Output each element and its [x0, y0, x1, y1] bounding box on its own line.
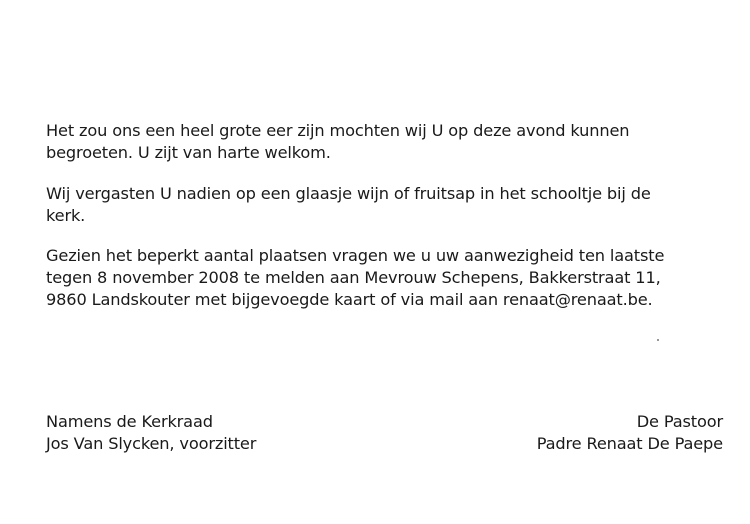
paragraph-line: tegen 8 november 2008 te melden aan Mevrouw Schepens, Bakkerstraat 11,	[46, 268, 661, 287]
signature-name: Padre Renaat De Paepe	[536, 434, 723, 453]
signature-name: Jos Van Slycken, voorzitter	[46, 434, 257, 453]
paragraph-line: begroeten. U zijt van harte welkom.	[46, 143, 331, 162]
paragraph-line: kerk.	[46, 206, 86, 225]
paragraph-line: Het zou ons een heel grote eer zijn mochten wij U op deze avond kunnen	[46, 121, 630, 140]
paragraph-reception	[46, 183, 726, 227]
signature-title: Namens de Kerkraad	[46, 412, 213, 431]
paragraph-line: Gezien het beperkt aantal plaatsen vragen we u uw aanwezigheid ten laatste	[46, 246, 665, 265]
signature-pastor	[537, 411, 723, 455]
paragraph-rsvp	[46, 245, 726, 311]
paragraph-line: Wij vergasten U nadien op een glaasje wijn of fruitsap in het schooltje bij de	[46, 184, 651, 203]
paper-speck	[657, 339, 659, 341]
signature-title: De Pastoor	[636, 412, 723, 431]
paragraph-welcome	[46, 120, 726, 164]
signature-church-council	[46, 411, 256, 455]
paragraph-line: 9860 Landskouter met bijgevoegde kaart of via mail aan renaat@renaat.be.	[46, 290, 653, 309]
